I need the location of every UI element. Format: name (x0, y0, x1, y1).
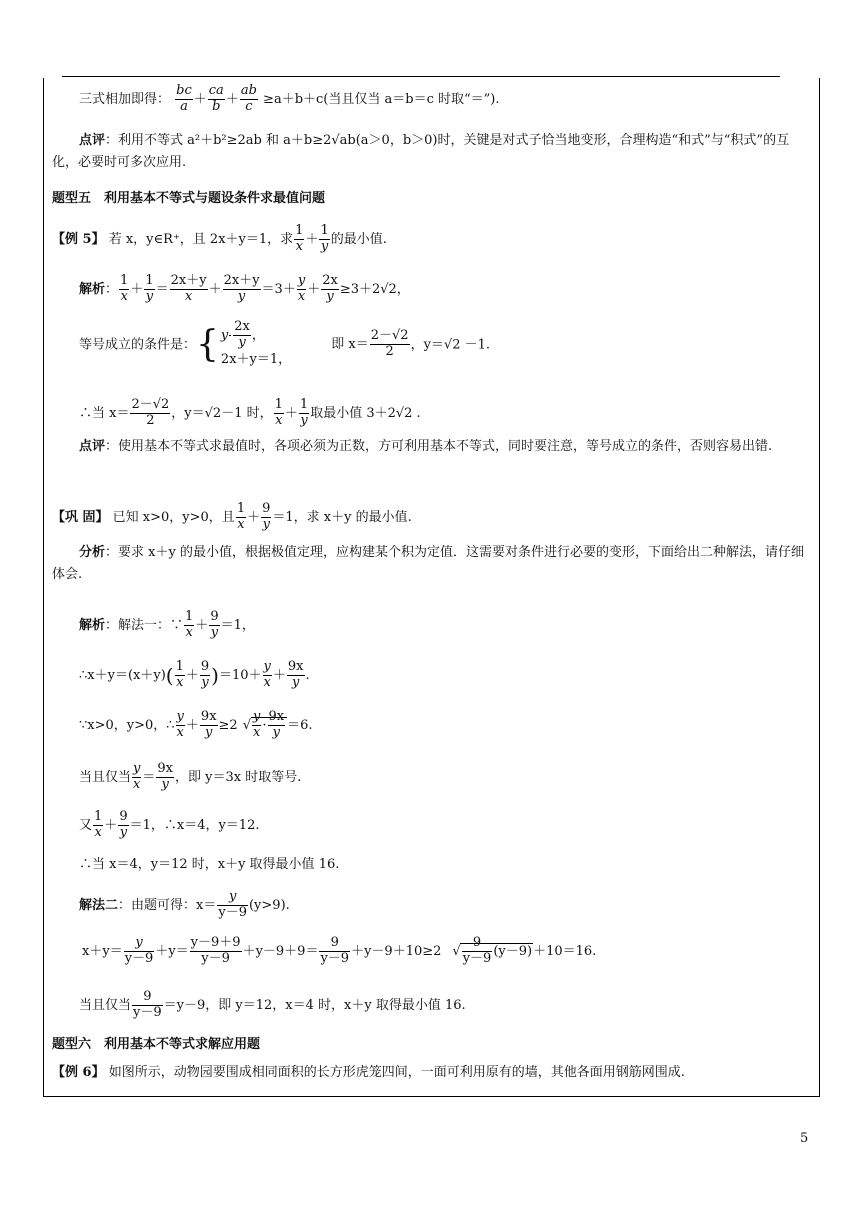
equality-condition-line: 等号成立的条件是：{ y $\frac{2x}{y}$ ， 2x＋y＝1， 即 x＝ $\frac{2-√2}{2}$ ，y＝√2 －1. (79, 319, 491, 367)
example-5: 【例 5】 若 x，y∈R⁺，且 2x＋y＝1，求 $\frac{1}{x}$ ＋ $\frac{1}{y}$ 的最小值. (52, 223, 387, 254)
comment-paragraph-2: 点评：使用基本不等式求最值时，各项必须为正数，方可利用基本不等式，同时要注意，等号成立的条件，否则容易出错. (79, 439, 773, 454)
sum-inequality-line: 三式相加即得： $\frac{bc}{a}$ ＋ $\frac{ca}{b}$ ＋ $\frac{ab}{c}$ ≥a＋b＋c(当且仅当 a＝b＝c 时取“＝”). (79, 83, 500, 114)
conclusion-5-line: ∴当 x＝ $\frac{2-√2}{2}$ ，y＝√2－1 时， $\frac{1}{x}$ ＋ $\frac{1}{y}$ 取最小值 3＋2√2 . (79, 397, 421, 428)
method2-conclusion: 当且仅当 $\frac{9}{y-9}$ ＝y－9，即 y＝12，x＝4 时，x＋y 取得最小值 16. (79, 989, 466, 1020)
method1-line3: ∵x>0，y>0，∴ $\frac{y}{x}$ ＋ $\frac{9x}{y}$ ≥2 √ $\frac{y}{x}$ · $\frac{9x}{y}$ ＝6. (79, 710, 313, 741)
section-title-type6: 题型六 利用基本不等式求解应用题 (52, 1037, 261, 1052)
method2-line2: x＋y＝ $\frac{y}{y-9}$ ＋y＝ $\frac{y-9+9}{y-9}$ ＋y－9＋9＝ $\frac{9}{y-9}$ ＋y－9＋10≥2 √ $\frac{9}{y-9}$ (y－9)＋10＝16. (52, 936, 596, 967)
method1-line2: ∴x＋y＝(x＋y)( $\frac{1}{x}$ ＋ $\frac{9}{y}$ )＝10＋ $\frac{y}{x}$ ＋ $\frac{9x}{y}$ . (79, 659, 310, 690)
example-6: 【例 6】 如图所示，动物园要围成相同面积的长方形虎笼四间，一面可利用原有的墙，其他各面用钢筋网围成. (52, 1065, 685, 1080)
method1-conclusion: ∴当 x＝4，y＝12 时，x＋y 取得最小值 16. (79, 857, 340, 872)
analysis-paragraph: 分析：要求 x＋y 的最小值，根据极值定理，应构建某个积为定值．这需要对条件进行必要的变形，下面给出二种解法，请仔细体会. (52, 545, 804, 582)
comment-paragraph-1: 点评：利用不等式 a²＋b²≥2ab 和 a＋b≥2√ab(a＞0，b＞0)时，关键是对式子恰当地变形，合理构造“和式”与“积式”的互化，必要时可多次应用. (52, 133, 790, 170)
method1-line1: 解析：解法一：∵ $\frac{1}{x}$ ＋ $\frac{9}{y}$ ＝1， (79, 609, 255, 640)
header-rule (62, 76, 780, 77)
section-title-type5: 题型五 利用基本不等式与题设条件求最值问题 (52, 191, 326, 206)
consolidation-problem: 【巩 固】 已知 x>0，y>0，且 $\frac{1}{x}$ ＋ $\frac{9}{y}$ ＝1，求 x＋y 的最小值. (52, 501, 412, 532)
method1-line5: 又 $\frac{1}{x}$ ＋ $\frac{9}{y}$ ＝1，∴x＝4，y＝12. (79, 809, 260, 840)
page-number: 5 (800, 1131, 809, 1146)
method1-line4: 当且仅当 $\frac{y}{x}$ ＝ $\frac{9x}{y}$ ，即 y＝3x 时取等号. (79, 761, 302, 792)
method2-line1: 解法二：由题可得：x＝ $\frac{y}{y-9}$ (y>9). (79, 889, 290, 920)
solution-5-line: 解析： $\frac{1}{x}$ ＋ $\frac{1}{y}$ ＝ $\frac{2x+y}{x}$ ＋ $\frac{2x+y}{y}$ ＝3＋ $\frac{y}{x}$ ＋ $\frac{2x}{y}$ ≥3＋2√2， (79, 273, 410, 304)
content-frame (43, 78, 820, 1097)
